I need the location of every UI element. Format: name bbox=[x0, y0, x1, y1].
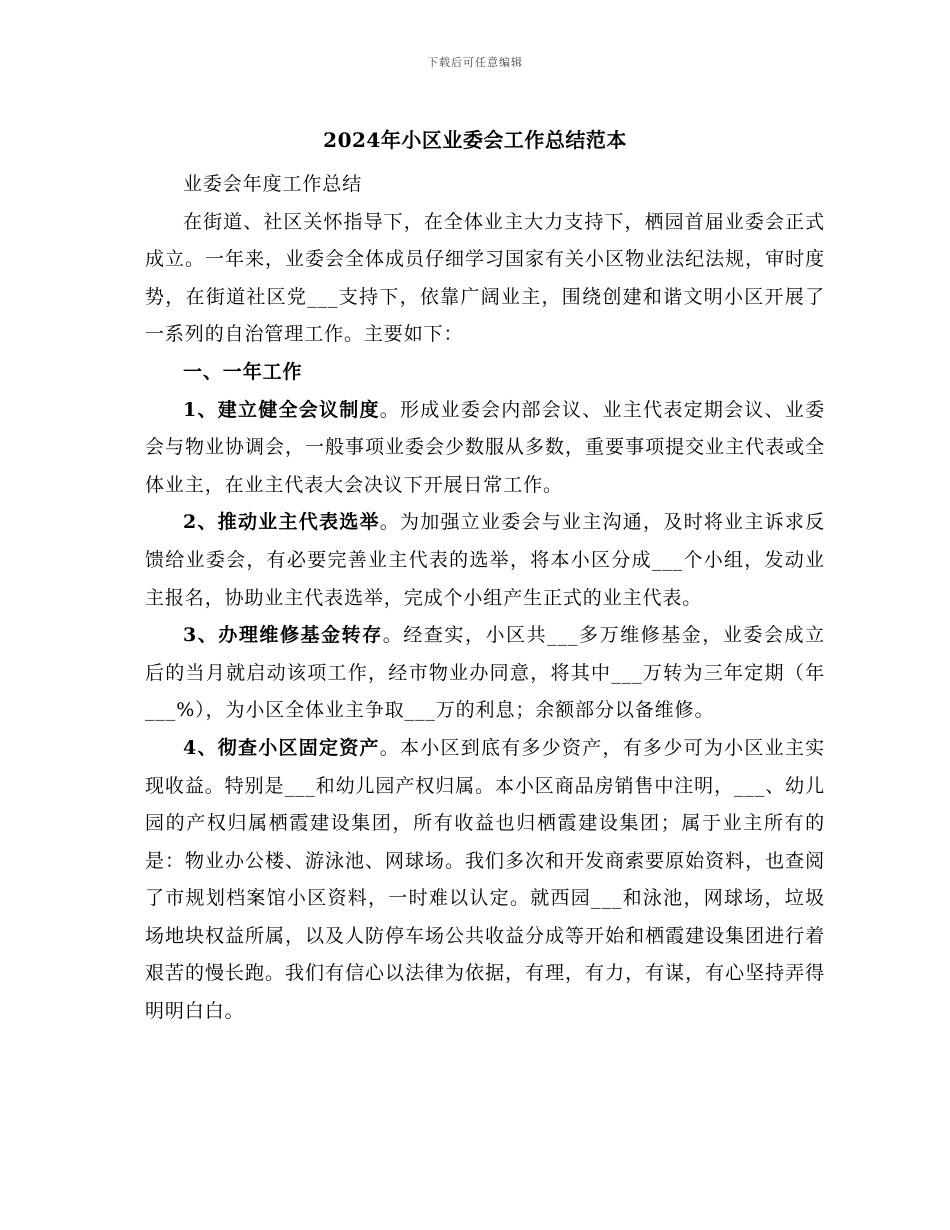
paragraph-item-4 bbox=[145, 730, 825, 1031]
paragraph-item-1 bbox=[145, 392, 825, 505]
paragraph-text: 。本小区到底有多少资产，有多少可为小区业主实现收益。特别是___和幼儿园产权归属。本小区商品房销售中注明，___、幼儿园的产权归属栖霞建设集团，所有收益也归栖霞建设集团；属于业主所有的是：物业办公楼、游泳池、网球场。我们多次和开发商索要原始资料，也查阅了市规划档案馆小区资料，一时难以认定。就西园___和泳池，网球场，垃圾场地块权益所属，以及人防停车场公共收益分成等开始和栖霞建设集团进行着艰苦的慢长跑。我们有信心以法律为依据，有理，有力，有谋，有心坚持弄得明明白白。 bbox=[145, 736, 825, 1023]
section-heading bbox=[145, 354, 825, 392]
paragraph-text: 在街道、社区关怀指导下，在全体业主大力支持下，栖园首届业委会正式成立。一年来，业委会全体成员仔细学习国家有关小区物业法纪法规，审时度势，在街道社区党___支持下，依靠广阔业主，围绕创建和谐文明小区开展了一系列的自治管理工作。主要如下： bbox=[145, 210, 825, 346]
item-heading: 2、推动业主代表选举 bbox=[183, 511, 380, 534]
document-title: 2024年小区业委会工作总结范本 bbox=[323, 128, 627, 152]
section-heading-text: 一、一年工作 bbox=[183, 360, 303, 383]
paragraph-text: 业委会年度工作总结 bbox=[183, 173, 363, 195]
paragraph-text: 。经查实，小区共___多万维修基金，业委会成立后的当月就启动该项工作，经市物业办同意，将其中___万转为三年定期（年___%），为小区全体业主争取___万的利息；余额部分以备维修。 bbox=[145, 624, 825, 722]
item-heading: 4、彻查小区固定资产 bbox=[183, 736, 380, 759]
page-header-note: 下载后可任意编辑 bbox=[427, 56, 523, 69]
paragraph-text: 。形成业委会内部会议、业主代表定期会议、业委会与物业协调会，一般事项业委会少数服从多数，重要事项提交业主代表或全体业主，在业主代表大会决议下开展日常工作。 bbox=[145, 398, 825, 496]
paragraph-intro bbox=[145, 204, 825, 354]
paragraph-text: 。为加强立业委会与业主沟通，及时将业主诉求反馈给业委会，有必要完善业主代表的选举，将本小区分成___个小组，发动业主报名，协助业主代表选举，完成个小组产生正式的业主代表。 bbox=[145, 511, 825, 609]
item-heading: 3、办理维修基金转存 bbox=[183, 624, 383, 647]
document-body bbox=[145, 166, 825, 1031]
item-heading: 1、建立健全会议制度 bbox=[183, 398, 380, 421]
paragraph-subtitle bbox=[145, 166, 825, 204]
paragraph-item-3 bbox=[145, 617, 825, 730]
paragraph-item-2 bbox=[145, 504, 825, 617]
